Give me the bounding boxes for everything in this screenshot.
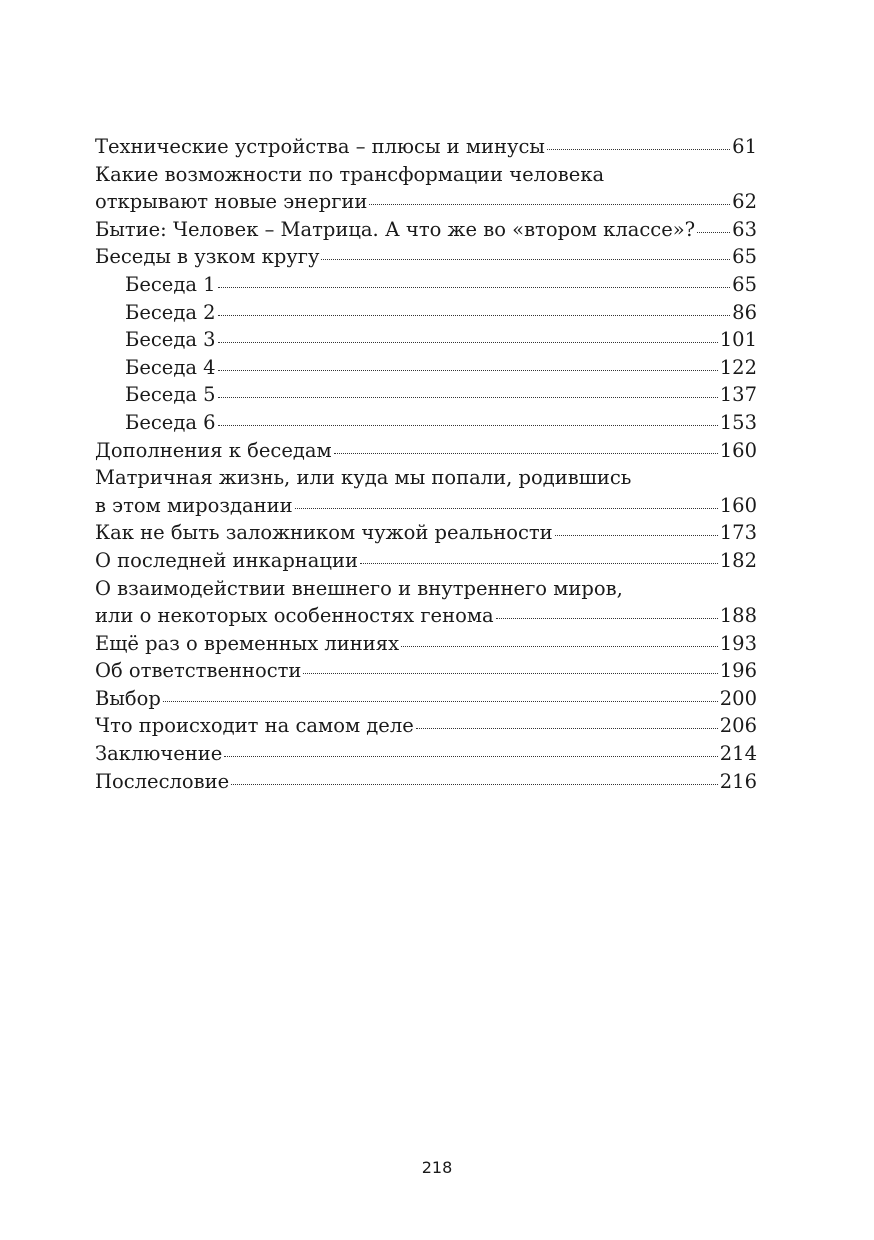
- toc-entry-title: Беседа 5: [125, 383, 216, 407]
- dot-leader: [360, 563, 718, 564]
- toc-entry-title: Дополнения к беседам: [95, 438, 332, 462]
- toc-entry-row: [95, 409, 757, 437]
- toc-entry-title: Беседа 1: [125, 272, 216, 296]
- toc-entry-page: 196: [719, 659, 757, 683]
- toc-entry-page: 188: [719, 604, 757, 628]
- toc-entry-page: 63: [732, 217, 757, 241]
- toc-entry[interactable]: [95, 299, 757, 327]
- toc-entry-title: или о некоторых особенностях генома: [95, 604, 494, 628]
- toc-entry-title: Выбор: [95, 686, 161, 710]
- dot-leader: [295, 508, 718, 509]
- toc-entry-page: 153: [719, 410, 757, 434]
- toc-entry-row: [95, 243, 757, 271]
- toc-entry-title: О последней инкарнации: [95, 548, 358, 572]
- toc-entry-title: открывают новые энергии: [95, 190, 368, 214]
- toc-entry-row: [95, 519, 757, 547]
- toc-entry[interactable]: [95, 519, 757, 547]
- toc-entry-page: 122: [719, 355, 757, 379]
- toc-entry-title: Заключение: [95, 742, 223, 766]
- dot-leader: [218, 425, 718, 426]
- toc-entry[interactable]: [95, 768, 757, 796]
- toc-entry[interactable]: [95, 381, 757, 409]
- toc-entry-page: 86: [732, 300, 757, 324]
- toc-entry-row: [95, 133, 757, 161]
- toc-entry-row: [95, 630, 757, 658]
- toc-entry[interactable]: [95, 354, 757, 382]
- toc-entry-page: 182: [719, 548, 757, 572]
- dot-leader: [218, 370, 718, 371]
- toc-entry[interactable]: [95, 685, 757, 713]
- toc-entry-page: 65: [732, 245, 757, 269]
- dot-leader: [555, 535, 718, 536]
- toc-entry-title-line: Какие возможности по трансформации человека: [95, 162, 605, 186]
- toc-entry-page: 200: [719, 686, 757, 710]
- dot-leader: [218, 397, 718, 398]
- table-of-contents: [95, 133, 757, 795]
- dot-leader: [303, 673, 717, 674]
- toc-entry[interactable]: [95, 326, 757, 354]
- toc-entry-row: [95, 547, 757, 575]
- toc-entry[interactable]: [95, 271, 757, 299]
- dot-leader: [218, 342, 718, 343]
- toc-entry-page: 65: [732, 272, 757, 296]
- toc-entry-title: Беседа 6: [125, 410, 216, 434]
- toc-entry-page: 216: [719, 769, 757, 793]
- toc-entry-page: 160: [719, 493, 757, 517]
- toc-entry-page: 101: [719, 328, 757, 352]
- toc-entry-title: в этом мироздании: [95, 493, 293, 517]
- toc-entry[interactable]: [95, 575, 757, 630]
- toc-entry[interactable]: [95, 243, 757, 271]
- toc-entry-row: [95, 381, 757, 409]
- toc-entry-page: 193: [719, 631, 757, 655]
- dot-leader: [224, 756, 717, 757]
- toc-entry-row: [95, 768, 757, 796]
- dot-leader: [218, 287, 731, 288]
- dot-leader: [218, 315, 731, 316]
- toc-entry-title: Что происходит на самом деле: [95, 714, 414, 738]
- toc-entry[interactable]: [95, 464, 757, 519]
- dot-leader: [231, 784, 718, 785]
- toc-entry-page: 160: [719, 438, 757, 462]
- toc-entry[interactable]: [95, 437, 757, 465]
- toc-entry-page: 173: [719, 521, 757, 545]
- toc-entry-title: Беседа 4: [125, 355, 216, 379]
- toc-entry-row: [95, 712, 757, 740]
- dot-leader: [547, 149, 730, 150]
- page-number: 218: [421, 1158, 453, 1177]
- toc-entry-title: Ещё раз о временных линиях: [95, 631, 400, 655]
- toc-entry-page: 61: [732, 135, 757, 158]
- toc-entry-row: [95, 188, 757, 216]
- dot-leader: [334, 453, 718, 454]
- dot-leader: [697, 232, 730, 233]
- toc-entry[interactable]: [95, 409, 757, 437]
- toc-entry[interactable]: [95, 133, 757, 161]
- toc-entry[interactable]: [95, 630, 757, 658]
- toc-entry-title: Бытие: Человек – Матрица. А что же во «втором классе»?: [95, 217, 696, 241]
- toc-entry-title: Технические устройства – плюсы и минусы: [95, 135, 545, 158]
- toc-entry[interactable]: [95, 216, 757, 244]
- toc-entry[interactable]: [95, 712, 757, 740]
- toc-entry-row: [95, 216, 757, 244]
- toc-entry-title: Как не быть заложником чужой реальности: [95, 521, 553, 545]
- dot-leader: [163, 701, 718, 702]
- toc-entry-page: 137: [719, 383, 757, 407]
- toc-entry-title-line: Матричная жизнь, или куда мы попали, родившись: [95, 466, 632, 490]
- toc-entry-title: Беседа 3: [125, 328, 216, 352]
- toc-entry-title: Послесловие: [95, 769, 230, 793]
- toc-entry[interactable]: [95, 740, 757, 768]
- toc-entry-row: [95, 602, 757, 630]
- toc-entry-row: [95, 740, 757, 768]
- toc-entry-title: Беседы в узком кругу: [95, 245, 320, 269]
- toc-entry-page: 206: [719, 714, 757, 738]
- toc-entry-row: [95, 354, 757, 382]
- toc-entry[interactable]: [95, 161, 757, 216]
- toc-entry-row: [95, 492, 757, 520]
- toc-entry-row: [95, 685, 757, 713]
- toc-entry[interactable]: [95, 657, 757, 685]
- toc-entry-title-line: О взаимодействии внешнего и внутреннего миров,: [95, 576, 623, 600]
- dot-leader: [369, 204, 730, 205]
- toc-entry-page: 214: [719, 742, 757, 766]
- toc-entry-row: [95, 326, 757, 354]
- dot-leader: [401, 646, 718, 647]
- toc-entry-row: [95, 657, 757, 685]
- toc-entry[interactable]: [95, 547, 757, 575]
- toc-entry-row: [95, 271, 757, 299]
- toc-entry-row: [95, 437, 757, 465]
- dot-leader: [496, 618, 718, 619]
- toc-entry-row: [95, 299, 757, 327]
- toc-entry-title: Об ответственности: [95, 659, 302, 683]
- toc-entry-title: Беседа 2: [125, 300, 216, 324]
- dot-leader: [321, 259, 730, 260]
- dot-leader: [416, 728, 718, 729]
- toc-entry-page: 62: [732, 190, 757, 214]
